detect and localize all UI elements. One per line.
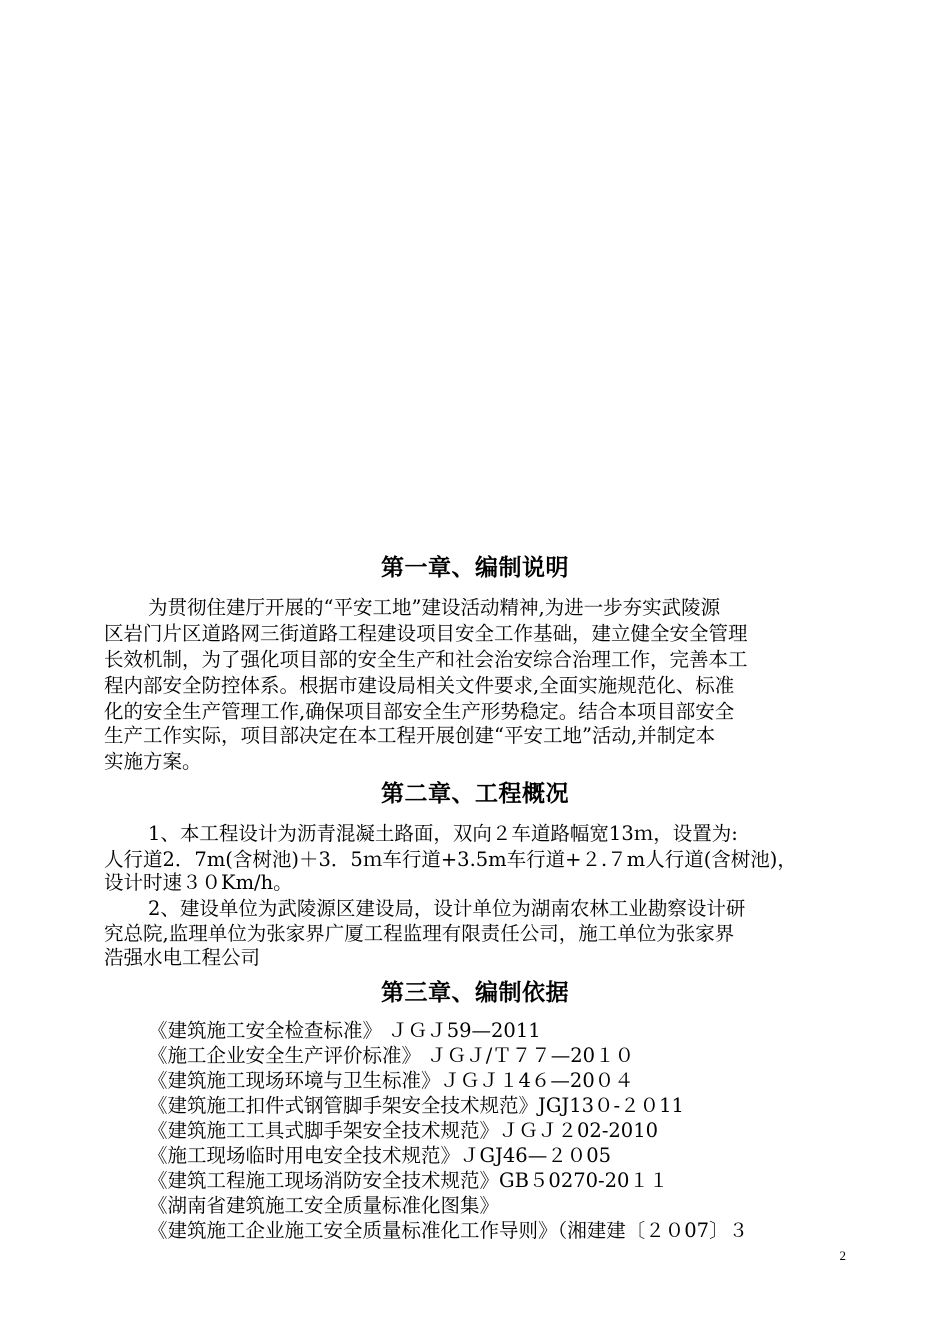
reference-item: 《建筑施工企业施工安全质量标准化工作导则》（湘建建〔２０07〕３ — [148, 1219, 749, 1242]
reference-item: 《建筑施工安全检查标准》 ＪＧＪ59—2011 — [148, 1019, 541, 1042]
chapter-1-line: 程内部安全防控体系。根据市建设局相关文件要求,全面实施规范化、标准 — [104, 674, 735, 697]
reference-item: 《湖南省建筑施工安全质量标准化图集》 — [148, 1194, 500, 1217]
reference-item: 《建筑施工工具式脚手架安全技术规范》ＪＧＪ２02-2010 — [148, 1119, 659, 1142]
chapter-1-line: 为贯彻住建厅开展的“平安工地”建设活动精神,为进一步夯实武陵源 — [148, 596, 721, 619]
reference-item: 《建筑施工现场环境与卫生标准》ＪＧＪ１4６—20０４ — [148, 1069, 634, 1092]
chapter-2-line: 浩强水电工程公司 — [104, 946, 261, 969]
chapter-1-line: 实施方案。 — [104, 750, 202, 773]
chapter-1-line: 生产工作实际，项目部决定在本工程开展创建“平安工地”活动,并制定本 — [104, 724, 716, 747]
reference-item: 《建筑工程施工现场消防安全技术规范》GB５0270-20１１ — [148, 1169, 669, 1192]
chapter-1-heading: 第一章、编制说明 — [381, 555, 569, 581]
chapter-1-line: 化的安全生产管理工作,确保项目部安全生产形势稳定。结合本项目部安全 — [104, 700, 735, 723]
chapter-2-line: 究总院,监理单位为张家界广厦工程监理有限责任公司，施工单位为张家界 — [104, 922, 735, 945]
chapter-2-line: 2、建设单位为武陵源区建设局，设计单位为湖南农林工业勘察设计研 — [148, 897, 746, 920]
chapter-2-line: 1、本工程设计为沥青混凝土路面，双向２车道路幅宽13ｍ，设置为: — [148, 822, 738, 845]
chapter-1-line: 长效机制，为了强化项目部的安全生产和社会治安综合治理工作，完善本工 — [104, 648, 748, 671]
chapter-2-line: 人行道2．7m(含树池)＋3．5ｍ车行道+3.5m车行道+２.７m人行道(含树池)， — [104, 848, 797, 871]
page-number: 2 — [839, 1248, 846, 1263]
chapter-2-line: 设计时速３０Km/h。 — [104, 871, 293, 894]
reference-item: 《施工现场临时用电安全技术规范》ＪGJ46—２０05 — [148, 1144, 612, 1167]
reference-item: 《建筑施工扣件式钢管脚手架安全技术规范》JGJ13０-２０11 — [148, 1094, 684, 1117]
chapter-3-heading: 第三章、编制依据 — [381, 980, 569, 1006]
chapter-2-heading: 第二章、工程概况 — [381, 781, 569, 807]
chapter-1-line: 区岩门片区道路网三街道路工程建设项目安全工作基础，建立健全安全管理 — [104, 622, 748, 645]
reference-item: 《施工企业安全生产评价标准》 ＪＧＪ/Ｔ７７—20１０ — [148, 1044, 635, 1067]
